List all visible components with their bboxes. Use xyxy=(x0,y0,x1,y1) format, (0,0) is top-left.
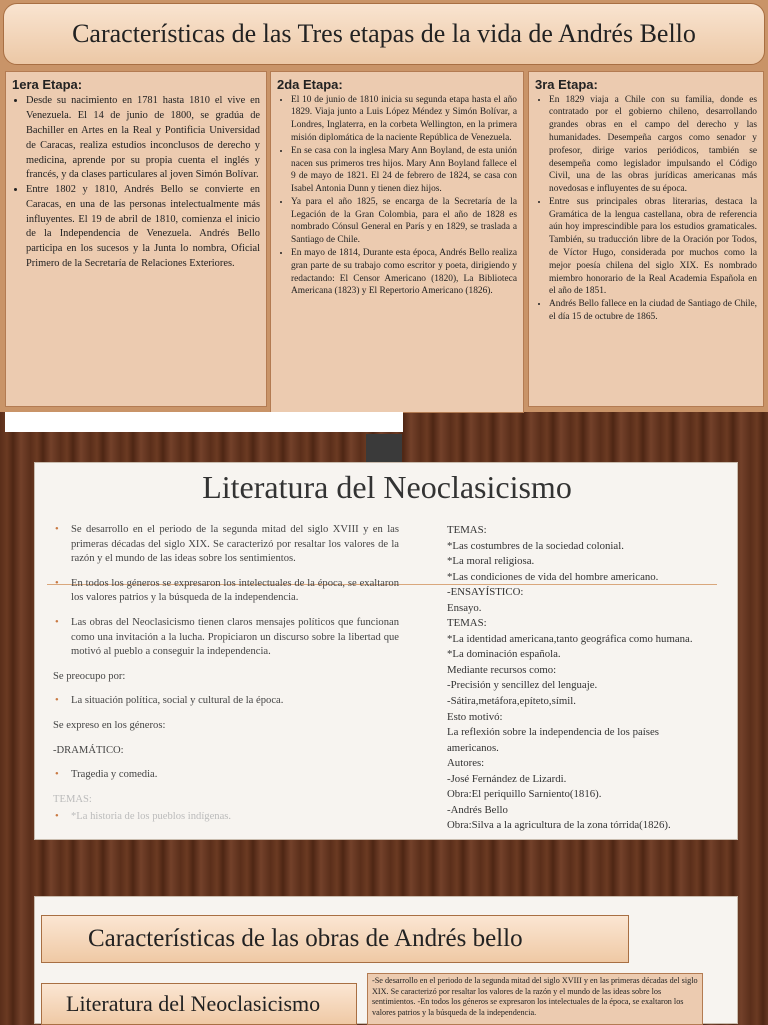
etapa-3-item: • Andrés Bello fallece en la ciudad de Santiago de Chile, el día 15 de octubre de 1865. xyxy=(549,298,757,324)
text-line: -Precisión y sencillez del lenguaje. xyxy=(447,679,598,692)
etapa-2-item: • En mayo de 1814, Durante esta época, Andrés Bello realiza gran parte de su trabajo como escritor y poeta, dirigiendo y redactando: El Censor Americano (1820), La Biblioteca Americana (1823) y El Repertorio Americano (1826). xyxy=(291,247,517,298)
paragraph: Se preocupo por: xyxy=(53,670,126,682)
slide3-subtitle-bar xyxy=(41,983,357,1025)
etapa-3-item: • En 1829 viaja a Chile con su familia, donde es contratado por el gobierno chileno, desarrollando grandes obras en el campo del derecho y las humanidades. Desempeña cargos como senador y profesor, dirige varios periódicos, también se desempeña como legislador impulsando el Código Civil, una de las obras jurídicas americanas más novedosas e influyentes de su época. xyxy=(549,94,757,196)
column-etapa-3 xyxy=(528,71,764,407)
white-strip xyxy=(5,412,403,432)
bullet-item: • La situación política, social y cultural de la época. xyxy=(53,694,399,709)
bullet-item-faded: • *La historia de los pueblos indígenas. xyxy=(53,810,399,825)
bullet-item: • En todos los géneros se expresaron los intelectuales de la época, se exaltaron los valores patrios y la búsqueda de la independencia. xyxy=(53,577,399,606)
etapa-2-item: • En se casa con la inglesa Mary Ann Boyland, de esta unión nacen sus primeros tres hijos. Mary Ann Boyland fallece el 9 de mayo de 1821. El 24 de febrero de 1824, se casa con Isabel Antonia Dunn y tienen diez hijos. xyxy=(291,145,517,196)
text-line: -ENSAYÍSTICO: xyxy=(447,586,524,599)
text-line: Mediante recursos como: xyxy=(447,663,557,676)
neoclasicismo-right-column xyxy=(447,523,737,834)
slide3-text-box: -Se desarrollo en el periodo de la segunda mitad del siglo XVIII y en las primeras décadas del siglo XIX. Se caracterizó por resaltar los valores de la razón y el mundo de las ideas sobre los sentimientos. -En todos los géneros se expresaron los intelectuales de la época, se exaltaron los valores patrios y la búsqueda de la independencia. xyxy=(367,973,703,1025)
etapa-1-item: • Entre 1802 y 1810, Andrés Bello se convierte en Caracas, en una de las personas intelectualmente más influyentes. El 19 de abril de 1810, comienza el inicio de la Independencia de Venezuela. Andrés Bello participa en los sucesos y la Junta lo nombra, Oficial Primero de la Secretaría de Relaciones Exteriores. xyxy=(26,183,260,272)
text-line: Esto motivó: xyxy=(447,710,503,723)
slide3-title-bar xyxy=(41,915,629,963)
slide1-title-bar xyxy=(3,3,765,65)
slide-etapas xyxy=(0,0,768,412)
slide2-title: Literatura del Neoclasicismo xyxy=(202,469,572,505)
slide1-title: Características de las Tres etapas de la vida de Andrés Bello xyxy=(72,19,696,48)
text-line: *La dominación española. xyxy=(447,648,561,661)
text-line: TEMAS: xyxy=(447,617,487,630)
text-line: Autores: xyxy=(447,757,485,770)
text-line: La reflexión sobre la independencia de los países xyxy=(447,726,659,739)
paragraph: -DRAMÁTICO: xyxy=(53,744,124,756)
text-line: Obra:Silva a la agricultura de la zona tórrida(1826). xyxy=(447,819,671,832)
etapa-2-item: • El 10 de junio de 1810 inicia su segunda etapa hasta el año 1829. Viaja junto a Luis López Méndez y Simón Bolívar, a Londres, Inglaterra, en la corbeta Wellington, en la primera misión diplomática de la naciente República de Venezuela. xyxy=(291,94,517,145)
bullet-item: • Las obras del Neoclasicismo tienen claros mensajes políticos que funcionan como una invitación a la lucha. Propiciaron un discurso sobre la libertad que motivó al pueblo a conseguir la independencia. xyxy=(53,616,399,660)
text-line: Ensayo. xyxy=(447,601,482,614)
bullet-item: • Tragedia y comedia. xyxy=(53,768,399,783)
etapa-2-heading: 2da Etapa: xyxy=(277,77,343,92)
text-line: -José Fernández de Lizardi. xyxy=(447,772,567,785)
text-line: americanos. xyxy=(447,741,499,754)
text-line: Obra:El periquillo Sarniento(1816). xyxy=(447,788,602,801)
neoclasicismo-left-column xyxy=(53,523,399,834)
text-line: *Las condiciones de vida del hombre americano. xyxy=(447,570,659,583)
column-etapa-1 xyxy=(5,71,267,407)
slide-neoclasicismo xyxy=(34,462,738,840)
text-line: -Andrés Bello xyxy=(447,803,508,816)
etapa-1-heading: 1era Etapa: xyxy=(12,77,83,92)
text-line: TEMAS: xyxy=(447,524,487,536)
text-line: -Sátira,metáfora,epíteto,símil. xyxy=(447,695,576,708)
etapa-1-item: • Desde su nacimiento en 1781 hasta 1810 el vive en Venezuela. El 14 de junio de 1800, se gradúa de Bachiller en Artes en la Real y Pontificia Universidad de Caracas, realiza estudios inconclusos de derecho y medicina, aprende por su propia cuenta el inglés y francés, y da clases particulares al joven Simón Bolívar. xyxy=(26,94,260,183)
slide3-title: Características de las obras de Andrés bello xyxy=(88,925,523,952)
paragraph: Se expreso en los géneros: xyxy=(53,720,166,732)
etapa-2-item: • Ya para el año 1825, se encarga de la Secretaría de la Legación de la Gran Colombia, para el año de 1828 es nombrado Cónsul General en París y en 1829, se traslada a Santiago de Chile. xyxy=(291,196,517,247)
etapa-3-heading: 3ra Etapa: xyxy=(535,77,598,92)
paragraph-faded: TEMAS: xyxy=(53,793,92,805)
slide-obras xyxy=(34,896,738,1024)
column-etapa-2 xyxy=(270,71,524,413)
bullet-item: • Se desarrollo en el periodo de la segunda mitad del siglo XVIII y en las primeras décadas del siglo XIX. Se caracterizó por resaltar los valores de la razón y el mundo de las ideas sobre los sentimientos. xyxy=(53,523,399,567)
etapa-3-item: • Entre sus principales obras literarias, destaca la Gramática de la lengua castellana, obra de referencia aún hoy imprescindible para los estudios gramaticales. También, su traducción libre de la Oración por Todos, de Víctor Hugo, considerada por muchos como la mejor poesía chilena del siglo XIX. Es nombrado miembro honorario de la Real Academia Española en el año de 1851. xyxy=(549,196,757,298)
text-line: *Las costumbres de la sociedad colonial. xyxy=(447,539,624,552)
text-line: *La moral religiosa. xyxy=(447,555,535,568)
text-line: *La identidad americana,tanto geográfica como humana. xyxy=(447,632,693,645)
slide3-subtitle: Literatura del Neoclasicismo xyxy=(66,991,321,1016)
